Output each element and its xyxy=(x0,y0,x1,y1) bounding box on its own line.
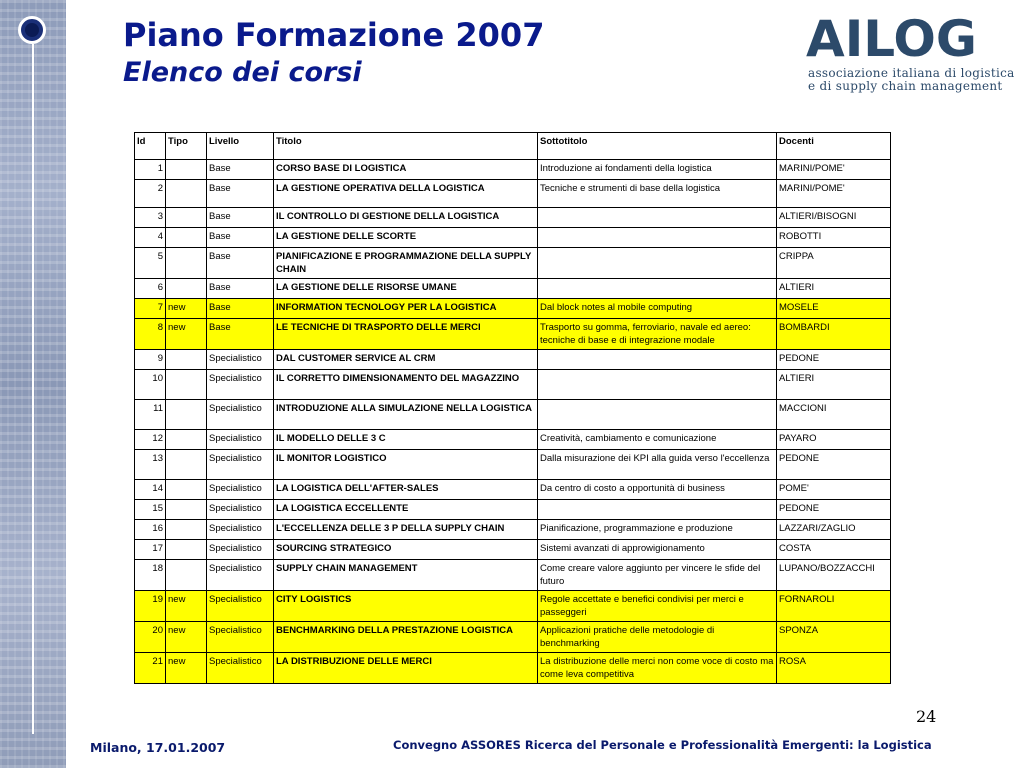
vertical-divider xyxy=(32,44,34,734)
table-row xyxy=(135,279,891,299)
header-sottotitolo: Sottotitolo xyxy=(538,133,777,160)
logo-tagline-1: associazione italiana di logistica xyxy=(808,66,1015,80)
cell-livello: Base xyxy=(207,319,274,350)
cell-sottotitolo xyxy=(538,208,777,228)
table-row xyxy=(135,350,891,370)
header-docenti: Docenti xyxy=(777,133,891,160)
cell-docenti: PAYARO xyxy=(777,430,891,450)
cell-sottotitolo: La distribuzione delle merci non come voce di costo ma come leva competitiva xyxy=(538,653,777,684)
cell-id: 20 xyxy=(135,622,166,653)
slide-title: Piano Formazione 2007 xyxy=(123,16,545,54)
cell-titolo: INFORMATION TECNOLOGY PER LA LOGISTICA xyxy=(274,299,538,319)
cell-sottotitolo: Da centro di costo a opportunità di business xyxy=(538,480,777,500)
cell-docenti: MARINI/POME' xyxy=(777,160,891,180)
table-row xyxy=(135,299,891,319)
table-row xyxy=(135,370,891,400)
cell-sottotitolo: Come creare valore aggiunto per vincere le sfide del futuro xyxy=(538,560,777,591)
header-id: Id xyxy=(135,133,166,160)
cell-livello: Base xyxy=(207,208,274,228)
cell-id: 10 xyxy=(135,370,166,400)
cell-sottotitolo: Tecniche e strumenti di base della logistica xyxy=(538,180,777,208)
cell-tipo xyxy=(166,279,207,299)
cell-sottotitolo: Pianificazione, programmazione e produzione xyxy=(538,520,777,540)
cell-tipo xyxy=(166,370,207,400)
cell-id: 21 xyxy=(135,653,166,684)
cell-docenti: ALTIERI xyxy=(777,370,891,400)
cell-livello: Specialistico xyxy=(207,622,274,653)
cell-id: 17 xyxy=(135,540,166,560)
cell-tipo xyxy=(166,208,207,228)
slide-subtitle: Elenco dei corsi xyxy=(123,57,362,88)
cell-id: 14 xyxy=(135,480,166,500)
cell-id: 4 xyxy=(135,228,166,248)
dot-icon xyxy=(25,23,39,37)
decorative-sidebar xyxy=(0,0,66,768)
cell-titolo: CORSO BASE DI LOGISTICA xyxy=(274,160,538,180)
cell-tipo: new xyxy=(166,319,207,350)
table-row xyxy=(135,248,891,279)
cell-titolo: DAL CUSTOMER SERVICE AL CRM xyxy=(274,350,538,370)
cell-livello: Specialistico xyxy=(207,560,274,591)
cell-tipo xyxy=(166,400,207,430)
cell-livello: Base xyxy=(207,299,274,319)
cell-titolo: LA DISTRIBUZIONE DELLE MERCI xyxy=(274,653,538,684)
cell-sottotitolo: Applicazioni pratiche delle metodologie di benchmarking xyxy=(538,622,777,653)
cell-docenti: MARINI/POME' xyxy=(777,180,891,208)
cell-livello: Base xyxy=(207,248,274,279)
cell-livello: Specialistico xyxy=(207,370,274,400)
cell-titolo: IL CORRETTO DIMENSIONAMENTO DEL MAGAZZINO xyxy=(274,370,538,400)
cell-docenti: COSTA xyxy=(777,540,891,560)
cell-sottotitolo xyxy=(538,500,777,520)
cell-tipo xyxy=(166,228,207,248)
cell-livello: Specialistico xyxy=(207,653,274,684)
logo-tagline-2: e di supply chain management xyxy=(808,79,1003,93)
cell-tipo xyxy=(166,500,207,520)
cell-docenti: PEDONE xyxy=(777,500,891,520)
cell-tipo: new xyxy=(166,299,207,319)
cell-id: 5 xyxy=(135,248,166,279)
cell-livello: Base xyxy=(207,228,274,248)
table-row xyxy=(135,430,891,450)
cell-tipo: new xyxy=(166,622,207,653)
table-row xyxy=(135,228,891,248)
table-row xyxy=(135,160,891,180)
cell-titolo: IL MODELLO DELLE 3 C xyxy=(274,430,538,450)
cell-docenti: MOSELE xyxy=(777,299,891,319)
cell-docenti: CRIPPA xyxy=(777,248,891,279)
cell-sottotitolo: Regole accettate e benefici condivisi per merci e passeggeri xyxy=(538,591,777,622)
cell-docenti: PEDONE xyxy=(777,450,891,480)
table-row xyxy=(135,560,891,591)
cell-titolo: LE TECNICHE DI TRASPORTO DELLE MERCI xyxy=(274,319,538,350)
cell-titolo: IL CONTROLLO DI GESTIONE DELLA LOGISTICA xyxy=(274,208,538,228)
header-tipo: Tipo xyxy=(166,133,207,160)
cell-livello: Specialistico xyxy=(207,430,274,450)
cell-tipo xyxy=(166,560,207,591)
table-row xyxy=(135,622,891,653)
cell-id: 19 xyxy=(135,591,166,622)
cell-id: 15 xyxy=(135,500,166,520)
cell-id: 11 xyxy=(135,400,166,430)
cell-titolo: SUPPLY CHAIN MANAGEMENT xyxy=(274,560,538,591)
cell-docenti: ROSA xyxy=(777,653,891,684)
cell-id: 3 xyxy=(135,208,166,228)
table-row xyxy=(135,591,891,622)
cell-titolo: BENCHMARKING DELLA PRESTAZIONE LOGISTICA xyxy=(274,622,538,653)
cell-livello: Specialistico xyxy=(207,350,274,370)
cell-sottotitolo: Dal block notes al mobile computing xyxy=(538,299,777,319)
cell-titolo: LA GESTIONE DELLE RISORSE UMANE xyxy=(274,279,538,299)
cell-titolo: LA GESTIONE DELLE SCORTE xyxy=(274,228,538,248)
cell-titolo: L'ECCELLENZA DELLE 3 P DELLA SUPPLY CHAIN xyxy=(274,520,538,540)
cell-id: 6 xyxy=(135,279,166,299)
cell-livello: Base xyxy=(207,160,274,180)
cell-livello: Specialistico xyxy=(207,591,274,622)
cell-docenti: MACCIONI xyxy=(777,400,891,430)
table-row xyxy=(135,500,891,520)
cell-id: 16 xyxy=(135,520,166,540)
cell-docenti: BOMBARDI xyxy=(777,319,891,350)
cell-docenti: LUPANO/BOZZACCHI xyxy=(777,560,891,591)
cell-tipo xyxy=(166,180,207,208)
cell-docenti: POME' xyxy=(777,480,891,500)
cell-sottotitolo xyxy=(538,228,777,248)
cell-sottotitolo: Sistemi avanzati di approwigionamento xyxy=(538,540,777,560)
cell-sottotitolo: Creatività, cambiamento e comunicazione xyxy=(538,430,777,450)
cell-tipo xyxy=(166,160,207,180)
header-livello: Livello xyxy=(207,133,274,160)
cell-id: 12 xyxy=(135,430,166,450)
table-body xyxy=(135,160,891,684)
cell-id: 7 xyxy=(135,299,166,319)
cell-titolo: LA GESTIONE OPERATIVA DELLA LOGISTICA xyxy=(274,180,538,208)
ailog-logo xyxy=(806,10,1015,93)
logo-wordmark: AILOG xyxy=(806,10,977,68)
cell-tipo: new xyxy=(166,591,207,622)
header-titolo: Titolo xyxy=(274,133,538,160)
cell-titolo: CITY LOGISTICS xyxy=(274,591,538,622)
cell-docenti: LAZZARI/ZAGLIO xyxy=(777,520,891,540)
cell-id: 2 xyxy=(135,180,166,208)
cell-id: 1 xyxy=(135,160,166,180)
cell-tipo xyxy=(166,350,207,370)
cell-docenti: ALTIERI/BISOGNI xyxy=(777,208,891,228)
cell-titolo: PIANIFICAZIONE E PROGRAMMAZIONE DELLA SUPPLY CHAIN xyxy=(274,248,538,279)
cell-sottotitolo: Trasporto su gomma, ferroviario, navale ed aereo: tecniche di base e di integrazione modale xyxy=(538,319,777,350)
cell-sottotitolo xyxy=(538,370,777,400)
table-row xyxy=(135,208,891,228)
cell-tipo: new xyxy=(166,653,207,684)
table-row xyxy=(135,520,891,540)
table-row xyxy=(135,540,891,560)
cell-livello: Base xyxy=(207,180,274,208)
cell-livello: Specialistico xyxy=(207,480,274,500)
cell-docenti: ALTIERI xyxy=(777,279,891,299)
table-row xyxy=(135,653,891,684)
cell-livello: Specialistico xyxy=(207,540,274,560)
footer-event: Convegno ASSORES Ricerca del Personale e Professionalità Emergenti: la Logistica xyxy=(393,738,932,752)
cell-titolo: IL MONITOR LOGISTICO xyxy=(274,450,538,480)
cell-tipo xyxy=(166,480,207,500)
cell-sottotitolo xyxy=(538,350,777,370)
cell-sottotitolo xyxy=(538,400,777,430)
cell-livello: Base xyxy=(207,279,274,299)
cell-livello: Specialistico xyxy=(207,500,274,520)
courses-table xyxy=(134,132,891,684)
cell-titolo: LA LOGISTICA ECCELLENTE xyxy=(274,500,538,520)
cell-tipo xyxy=(166,520,207,540)
table-row xyxy=(135,450,891,480)
cell-sottotitolo: Dalla misurazione dei KPI alla guida verso l'eccellenza xyxy=(538,450,777,480)
cell-livello: Specialistico xyxy=(207,520,274,540)
cell-sottotitolo: Introduzione ai fondamenti della logistica xyxy=(538,160,777,180)
table-row xyxy=(135,480,891,500)
cell-tipo xyxy=(166,450,207,480)
cell-docenti: SPONZA xyxy=(777,622,891,653)
cell-id: 18 xyxy=(135,560,166,591)
cell-livello: Specialistico xyxy=(207,450,274,480)
table-row xyxy=(135,180,891,208)
cell-titolo: SOURCING STRATEGICO xyxy=(274,540,538,560)
cell-sottotitolo xyxy=(538,279,777,299)
table-row xyxy=(135,319,891,350)
cell-tipo xyxy=(166,248,207,279)
cell-id: 9 xyxy=(135,350,166,370)
cell-docenti: FORNAROLI xyxy=(777,591,891,622)
table-header-row xyxy=(135,133,891,160)
cell-sottotitolo xyxy=(538,248,777,279)
cell-tipo xyxy=(166,540,207,560)
cell-livello: Specialistico xyxy=(207,400,274,430)
page-number: 24 xyxy=(916,707,937,726)
footer-date: Milano, 17.01.2007 xyxy=(90,740,226,755)
cell-id: 8 xyxy=(135,319,166,350)
cell-tipo xyxy=(166,430,207,450)
cell-id: 13 xyxy=(135,450,166,480)
table-row xyxy=(135,400,891,430)
cell-docenti: ROBOTTI xyxy=(777,228,891,248)
cell-docenti: PEDONE xyxy=(777,350,891,370)
cell-titolo: LA LOGISTICA DELL'AFTER-SALES xyxy=(274,480,538,500)
cell-titolo: INTRODUZIONE ALLA SIMULAZIONE NELLA LOGISTICA xyxy=(274,400,538,430)
